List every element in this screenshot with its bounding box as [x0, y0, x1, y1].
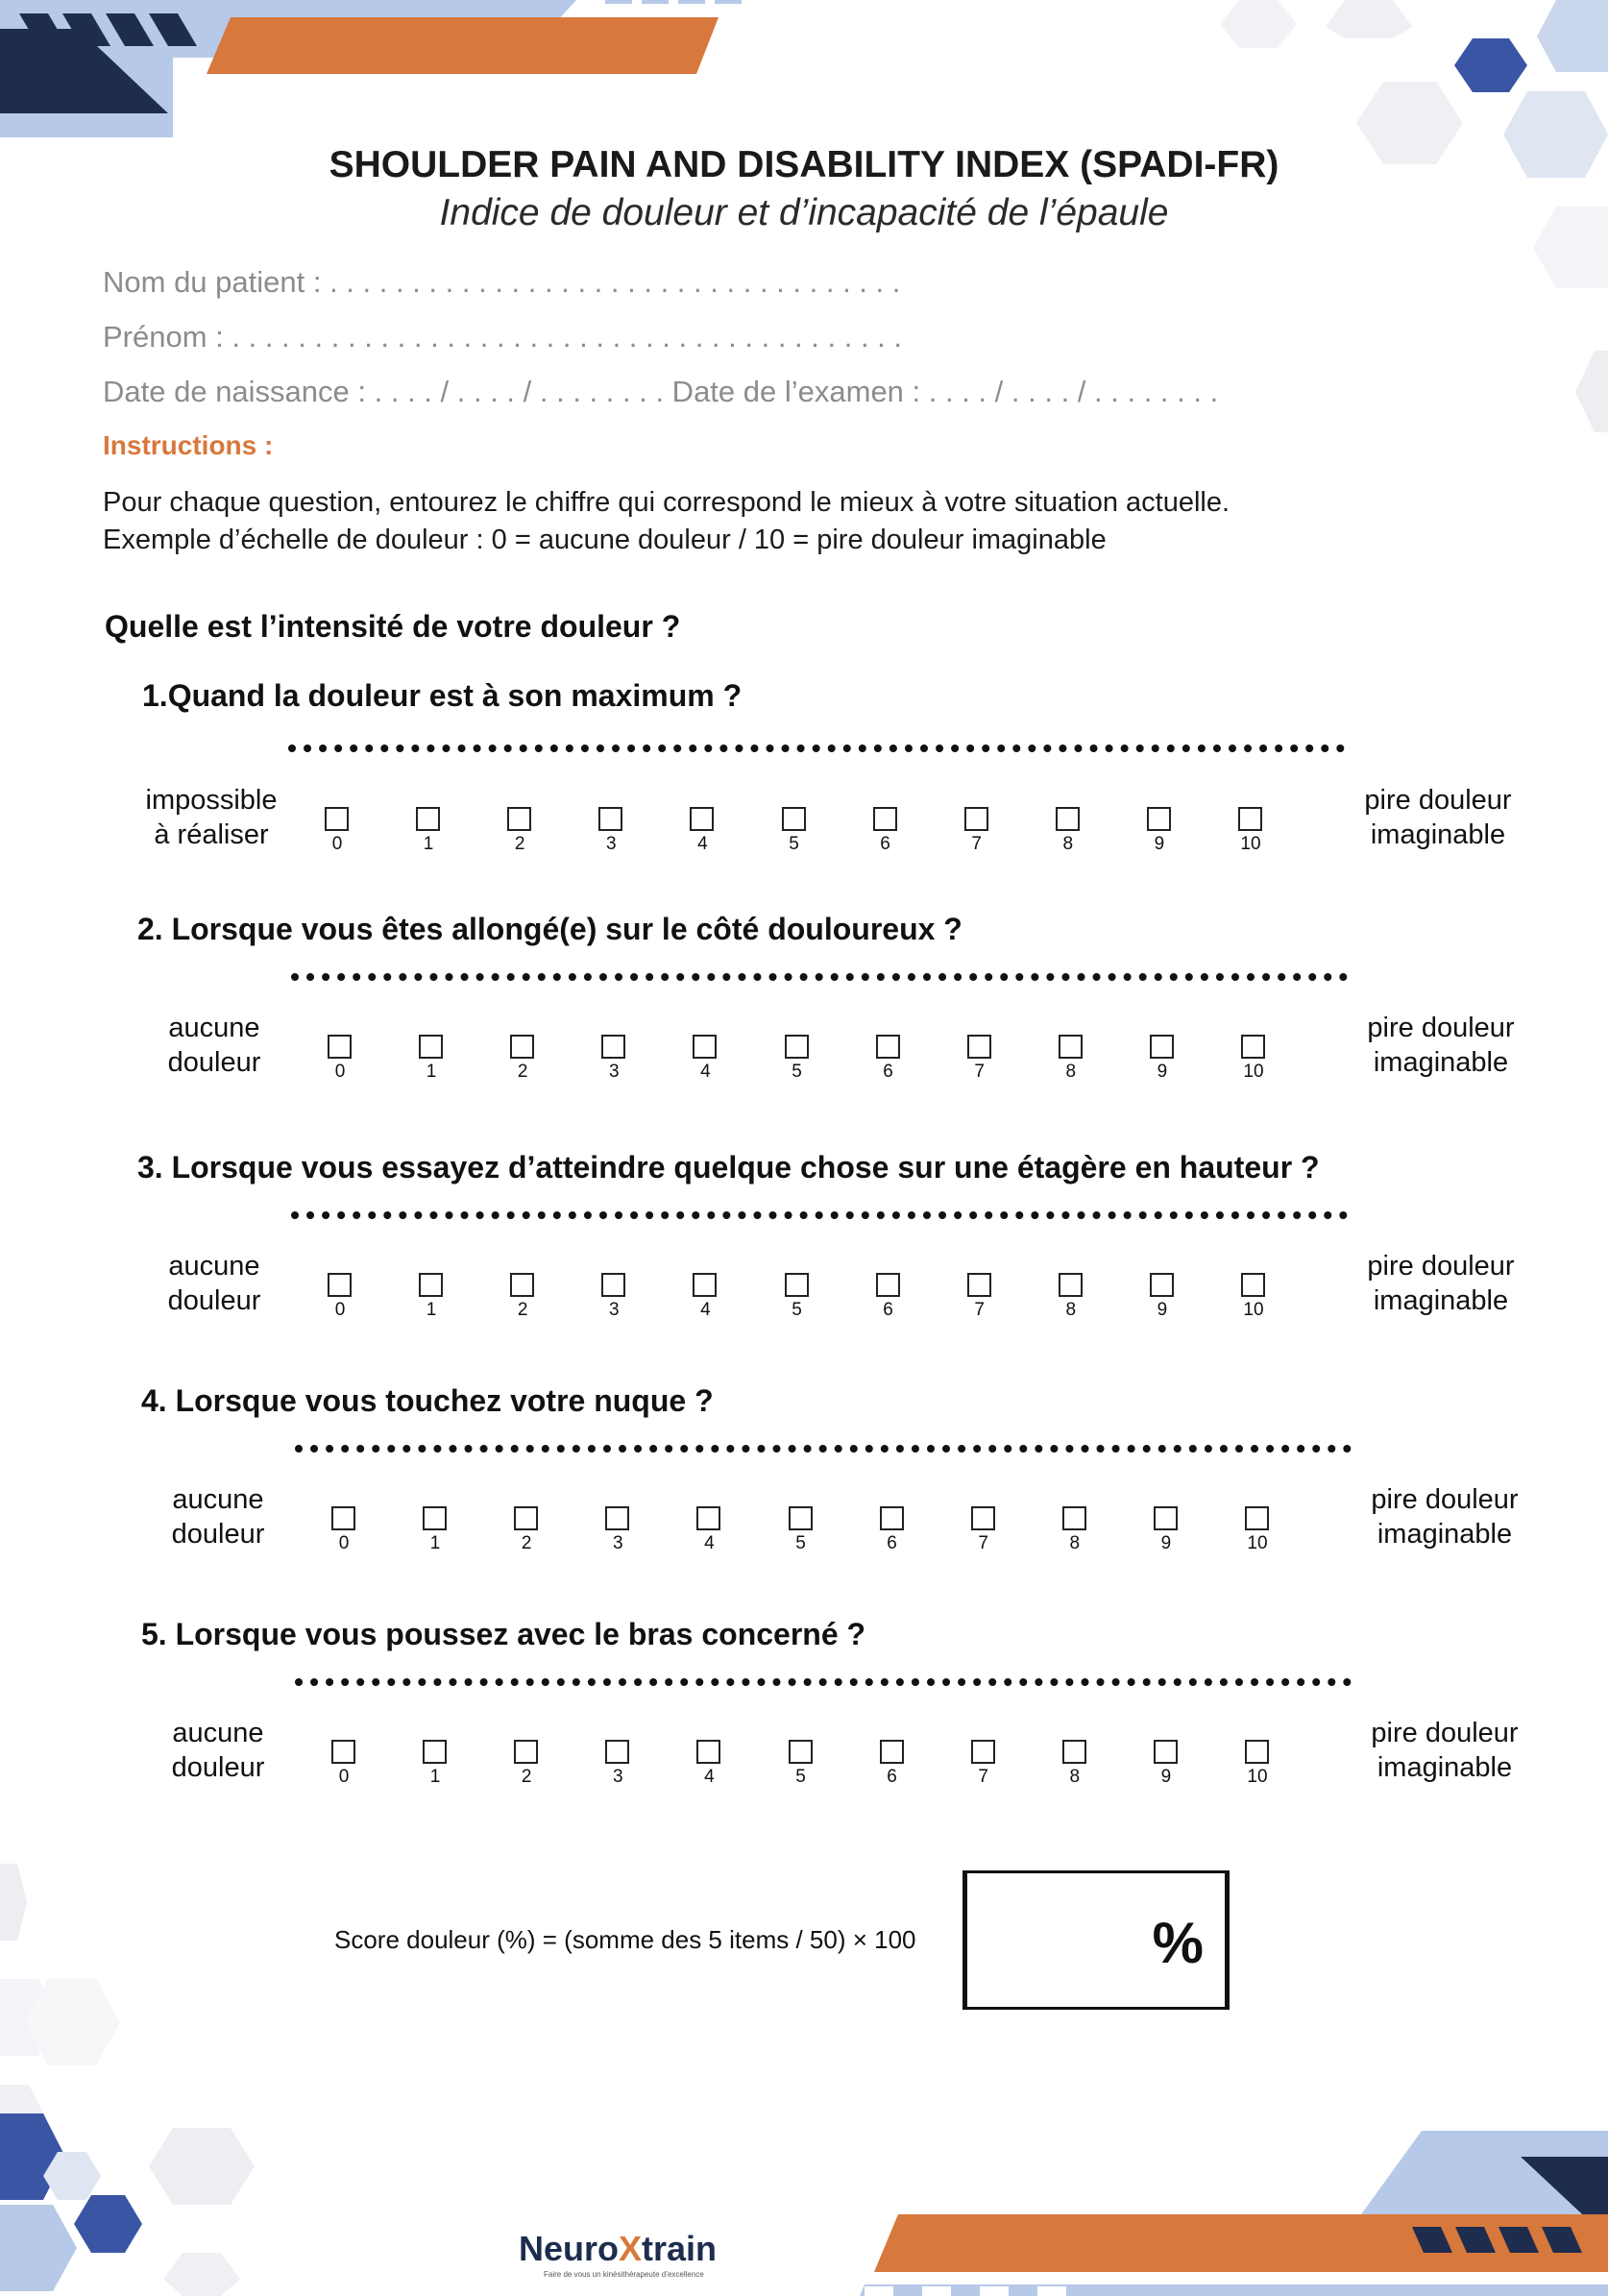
question-3-left-line-1: aucune [168, 1251, 260, 1282]
question-2-scale-number: 3 [609, 1062, 620, 1082]
top-left-orange-band [207, 17, 719, 74]
score-input-box[interactable] [962, 1870, 1230, 2010]
question-2-checkbox-5[interactable] [785, 1035, 809, 1059]
hex-top-right-blue [1454, 38, 1527, 92]
question-3-left-anchor [118, 1249, 310, 1318]
question-3-scale-number: 6 [883, 1300, 893, 1320]
question-5-right-line-1: pire douleur [1371, 1718, 1519, 1748]
question-5-checkbox-10[interactable] [1245, 1740, 1269, 1764]
question-3-checkbox-3[interactable] [601, 1273, 625, 1297]
question-3-right-line-2: imaginable [1373, 1285, 1509, 1316]
question-2-checkbox-4[interactable] [693, 1035, 717, 1059]
question-4-checkbox-3[interactable] [605, 1506, 629, 1530]
question-4-scale-number: 2 [521, 1533, 532, 1553]
question-5-scale-number: 8 [1069, 1767, 1081, 1787]
question-1-right-anchor [1342, 783, 1534, 852]
question-5-checkbox-8[interactable] [1062, 1740, 1086, 1764]
page-title: SHOULDER PAIN AND DISABILITY INDEX (SPADI-FR) [329, 144, 1279, 185]
question-5-scale-number: 10 [1247, 1767, 1268, 1787]
question-4-scale-number: 1 [429, 1533, 441, 1553]
question-4-title: 4. Lorsque vous touchez votre nuque ? [141, 1383, 714, 1418]
question-1-scale-number: 3 [606, 834, 617, 854]
question-4-scale-number: 0 [338, 1533, 350, 1553]
bottom-right-navy-triangle [1521, 2157, 1608, 2238]
question-5-checkbox-9[interactable] [1154, 1740, 1178, 1764]
question-1-left-line-2: à réaliser [154, 819, 269, 850]
question-1-checkbox-3[interactable] [598, 807, 622, 831]
question-3-checkbox-8[interactable] [1059, 1273, 1083, 1297]
question-5-scale-number: 5 [795, 1767, 806, 1787]
question-4-left-anchor [122, 1482, 314, 1551]
question-5-scale-number: 2 [521, 1767, 532, 1787]
question-5-scale-number: 7 [978, 1767, 988, 1787]
question-3-scale-number: 4 [700, 1300, 711, 1320]
question-5-scale-number: 9 [1160, 1767, 1172, 1787]
section-title: Quelle est l’intensité de votre douleur ? [105, 609, 681, 644]
question-3-scale-number: 1 [426, 1300, 437, 1320]
question-2-right-anchor [1345, 1011, 1537, 1080]
question-3-right-anchor [1345, 1249, 1537, 1318]
question-1-checkbox-10[interactable] [1238, 807, 1262, 831]
question-1-left-anchor [115, 783, 307, 852]
question-4-right-line-1: pire douleur [1371, 1484, 1519, 1515]
question-2-checkbox-10[interactable] [1241, 1035, 1265, 1059]
question-5-divider [295, 1678, 1352, 1686]
question-3-left-line-2: douleur [167, 1285, 261, 1316]
question-3-scale-number: 0 [334, 1300, 346, 1320]
top-left-navy-triangle [0, 29, 168, 113]
question-2-scale-number: 2 [517, 1062, 528, 1082]
question-2-scale-number: 7 [974, 1062, 985, 1082]
top-left-light-band [0, 0, 576, 137]
question-4-checkbox-6[interactable] [880, 1506, 904, 1530]
question-3-checkbox-7[interactable] [967, 1273, 991, 1297]
instructions-line-1: Pour chaque question, entourez le chiffre qui correspond le mieux à votre situation actuelle. [103, 487, 1230, 518]
instructions-line-2: Exemple d’échelle de douleur : 0 = aucune douleur / 10 = pire douleur imaginable [103, 525, 1107, 555]
question-5-checkbox-0[interactable] [331, 1740, 355, 1764]
question-1-scale-number: 10 [1240, 834, 1261, 854]
logo-text-x: X [619, 2229, 643, 2268]
question-2-scale-number: 6 [883, 1062, 893, 1082]
question-5-checkbox-6[interactable] [880, 1740, 904, 1764]
question-4-checkbox-0[interactable] [331, 1506, 355, 1530]
field-dates[interactable]: Date de naissance : . . . . / . . . . / . . . . . . . . Date de l’examen : . . . . / . . . . / . . . . . . . . [103, 375, 1219, 408]
question-2-scale-number: 8 [1065, 1062, 1077, 1082]
question-2-scale-number: 1 [426, 1062, 437, 1082]
question-4-divider [295, 1445, 1352, 1453]
hex-bottom-left-light [0, 2205, 77, 2291]
question-5-scale-number: 1 [429, 1767, 441, 1787]
logo-text-train: train [642, 2229, 718, 2268]
question-2-checkbox-8[interactable] [1059, 1035, 1083, 1059]
question-2-right-line-2: imaginable [1373, 1047, 1509, 1078]
question-3-checkbox-5[interactable] [785, 1273, 809, 1297]
question-2-divider [291, 973, 1348, 981]
question-1-scale-number: 0 [331, 834, 343, 854]
question-4-scale-number: 5 [795, 1533, 806, 1553]
question-4-left-line-1: aucune [172, 1484, 264, 1515]
question-2-scale-number: 5 [792, 1062, 802, 1082]
question-1-checkbox-5[interactable] [782, 807, 806, 831]
question-1-checkbox-0[interactable] [325, 807, 349, 831]
question-3-scale-number: 8 [1065, 1300, 1077, 1320]
question-4-checkbox-8[interactable] [1062, 1506, 1086, 1530]
question-5-scale-number: 6 [887, 1767, 897, 1787]
question-1-scale-number: 1 [423, 834, 434, 854]
question-4-scale-number: 8 [1069, 1533, 1081, 1553]
neuroxtrain-logo [519, 2229, 717, 2269]
question-3-checkbox-9[interactable] [1150, 1273, 1174, 1297]
question-4-checkbox-4[interactable] [696, 1506, 720, 1530]
question-1-scale-number: 2 [514, 834, 525, 854]
question-2-scale-number: 4 [700, 1062, 711, 1082]
instructions-label: Instructions : [103, 430, 274, 460]
question-4-checkbox-2[interactable] [514, 1506, 538, 1530]
question-1-checkbox-2[interactable] [507, 807, 531, 831]
hex-top-right-light [1537, 0, 1608, 72]
question-2-left-line-2: douleur [167, 1047, 261, 1078]
question-1-scale-number: 6 [880, 834, 890, 854]
question-5-checkbox-2[interactable] [514, 1740, 538, 1764]
question-1-scale-number: 4 [697, 834, 708, 854]
question-2-checkbox-6[interactable] [876, 1035, 900, 1059]
question-5-left-line-2: douleur [171, 1752, 265, 1783]
question-4-checkbox-1[interactable] [423, 1506, 447, 1530]
question-5-checkbox-4[interactable] [696, 1740, 720, 1764]
question-4-scale-number: 7 [978, 1533, 988, 1553]
question-4-scale-number: 6 [887, 1533, 897, 1553]
question-4-checkbox-9[interactable] [1154, 1506, 1178, 1530]
question-4-scale-number: 9 [1160, 1533, 1172, 1553]
question-1-checkbox-8[interactable] [1056, 807, 1080, 831]
question-4-scale-number: 4 [704, 1533, 715, 1553]
question-3-scale-number: 3 [609, 1300, 620, 1320]
question-3-title: 3. Lorsque vous essayez d’atteindre quelque chose sur une étagère en hauteur ? [137, 1150, 1320, 1185]
question-2-checkbox-3[interactable] [601, 1035, 625, 1059]
question-1-title: 1.Quand la douleur est à son maximum ? [142, 678, 743, 713]
question-5-checkbox-3[interactable] [605, 1740, 629, 1764]
question-3-checkbox-2[interactable] [510, 1273, 534, 1297]
question-3-scale-number: 2 [517, 1300, 528, 1320]
question-1-scale-number: 5 [789, 834, 799, 854]
question-1-scale-number: 9 [1154, 834, 1165, 854]
question-4-right-line-2: imaginable [1377, 1519, 1513, 1550]
question-4-checkbox-10[interactable] [1245, 1506, 1269, 1530]
question-3-checkbox-1[interactable] [419, 1273, 443, 1297]
question-3-right-line-1: pire douleur [1367, 1251, 1515, 1282]
question-2-scale-number: 0 [334, 1062, 346, 1082]
question-4-scale-number: 10 [1247, 1533, 1268, 1553]
question-1-right-line-2: imaginable [1370, 819, 1506, 850]
hex-bottom-left-blue [0, 2113, 65, 2200]
question-3-checkbox-6[interactable] [876, 1273, 900, 1297]
question-1-scale-number: 8 [1062, 834, 1074, 854]
question-5-checkbox-7[interactable] [971, 1740, 995, 1764]
question-2-right-line-1: pire douleur [1367, 1013, 1515, 1043]
question-3-checkbox-10[interactable] [1241, 1273, 1265, 1297]
question-3-scale-number: 7 [974, 1300, 985, 1320]
question-2-scale-number: 10 [1243, 1062, 1264, 1082]
question-2-checkbox-1[interactable] [419, 1035, 443, 1059]
question-2-title: 2. Lorsque vous êtes allongé(e) sur le côté douloureux ? [137, 912, 962, 946]
question-2-scale-number: 9 [1157, 1062, 1168, 1082]
question-1-checkbox-4[interactable] [690, 807, 714, 831]
question-2-checkbox-9[interactable] [1150, 1035, 1174, 1059]
logo-text-neuro: Neuro [519, 2229, 620, 2268]
question-3-divider [291, 1211, 1348, 1219]
question-2-checkbox-7[interactable] [967, 1035, 991, 1059]
question-1-scale-number: 7 [971, 834, 982, 854]
question-5-checkbox-5[interactable] [789, 1740, 813, 1764]
logo-tagline: Faire de vous un kinésithérapeute d’excellence [544, 2270, 704, 2279]
question-2-checkbox-2[interactable] [510, 1035, 534, 1059]
question-5-checkbox-1[interactable] [423, 1740, 447, 1764]
question-4-right-anchor [1349, 1482, 1541, 1551]
question-5-scale-number: 0 [338, 1767, 350, 1787]
question-1-divider [288, 745, 1345, 752]
question-5-scale-number: 4 [704, 1767, 715, 1787]
question-5-title: 5. Lorsque vous poussez avec le bras concerné ? [141, 1617, 866, 1651]
question-3-scale-number: 5 [792, 1300, 802, 1320]
question-4-scale-number: 3 [613, 1533, 623, 1553]
question-5-scale-number: 3 [613, 1767, 623, 1787]
field-nom-du-patient[interactable]: Nom du patient : . . . . . . . . . . . . . . . . . . . . . . . . . . . . . . . . . . . [103, 265, 901, 299]
question-2-left-line-1: aucune [168, 1013, 260, 1043]
question-3-scale-number: 10 [1243, 1300, 1264, 1320]
score-formula-label: Score douleur (%) = (somme des 5 items / 50) × 100 [334, 1925, 916, 1954]
question-3-checkbox-4[interactable] [693, 1273, 717, 1297]
score-percent-sign: % [1152, 1911, 1204, 1975]
question-1-checkbox-7[interactable] [964, 807, 988, 831]
question-1-right-line-1: pire douleur [1364, 785, 1512, 816]
question-5-right-anchor [1349, 1716, 1541, 1785]
question-5-right-line-2: imaginable [1377, 1752, 1513, 1783]
question-4-checkbox-7[interactable] [971, 1506, 995, 1530]
question-5-left-anchor [122, 1716, 314, 1785]
bottom-right-orange-band [874, 2214, 1608, 2272]
question-5-left-line-1: aucune [172, 1718, 264, 1748]
question-2-left-anchor [118, 1011, 310, 1080]
question-2-checkbox-0[interactable] [328, 1035, 352, 1059]
question-1-checkbox-6[interactable] [873, 807, 897, 831]
question-1-checkbox-9[interactable] [1147, 807, 1171, 831]
question-4-checkbox-5[interactable] [789, 1506, 813, 1530]
question-1-checkbox-1[interactable] [416, 807, 440, 831]
question-1-left-line-1: impossible [145, 785, 278, 816]
question-3-scale-number: 9 [1157, 1300, 1168, 1320]
question-3-checkbox-0[interactable] [328, 1273, 352, 1297]
page-subtitle: Indice de douleur et d’incapacité de l’épaule [439, 192, 1169, 233]
bottom-right-light-band [1356, 2131, 1608, 2221]
question-4-left-line-2: douleur [171, 1519, 265, 1550]
field-prenom[interactable]: Prénom : . . . . . . . . . . . . . . . . . . . . . . . . . . . . . . . . . . . . . . . . . [103, 320, 903, 354]
